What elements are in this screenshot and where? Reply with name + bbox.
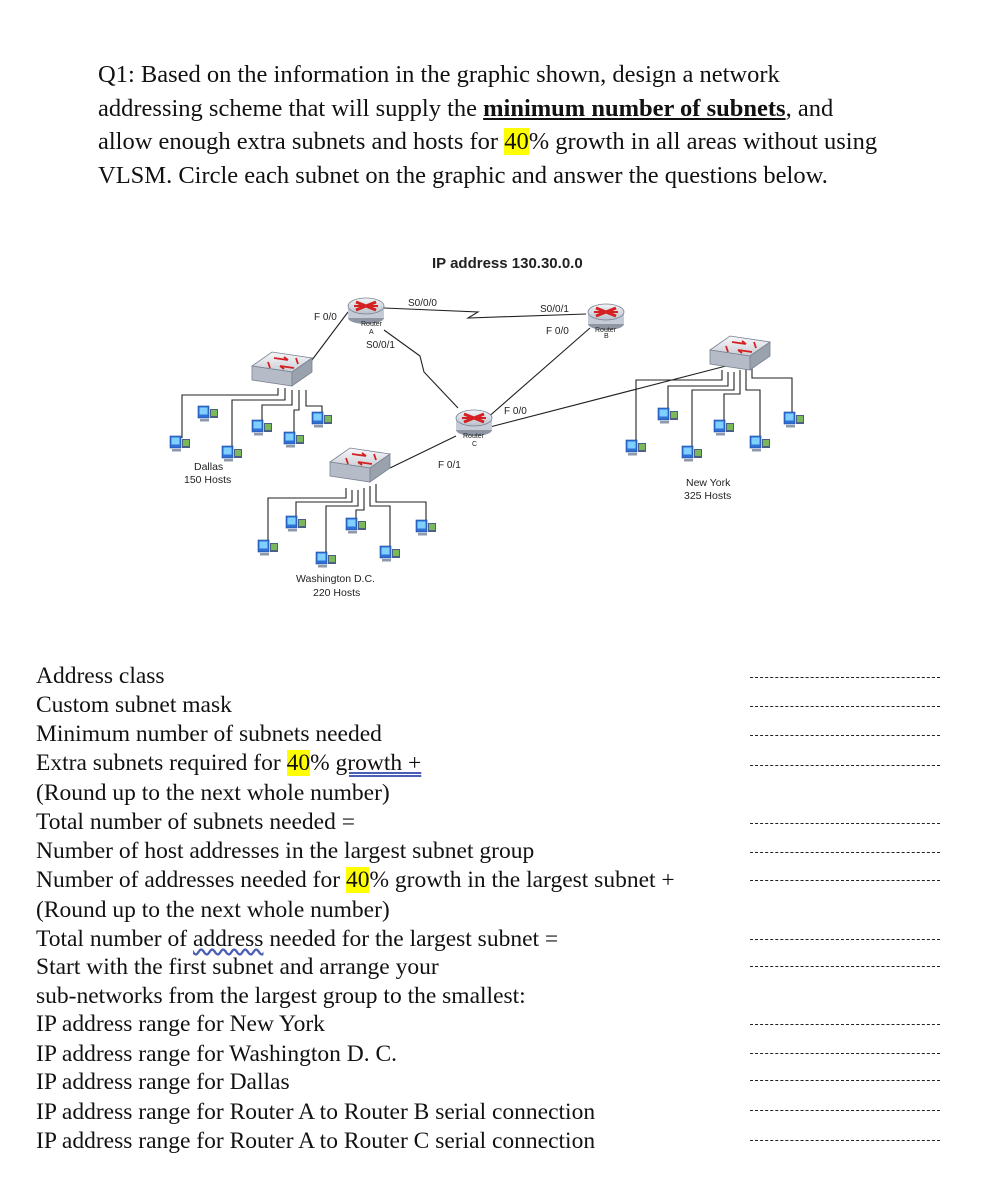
- ip-address-title: IP address 130.30.0.0: [432, 255, 583, 272]
- start-instruction: Start with the first subnet and arrange your: [36, 954, 439, 980]
- min-subnets-label: Minimum number of subnets needed: [36, 721, 382, 747]
- pc-icon: [286, 516, 306, 532]
- extra-subnets-label: Extra subnets required for 40% growth +: [36, 750, 422, 776]
- pc-icon: [316, 552, 336, 568]
- range-dallas-label: IP address range for Dallas: [36, 1069, 290, 1095]
- extra-subnets-blank[interactable]: [750, 765, 940, 766]
- network-diagram: [0, 240, 998, 610]
- svg-text:A: A: [369, 329, 374, 336]
- total-addresses-label: Total number of address needed for the largest subnet =: [36, 926, 559, 952]
- total-subnets-label: Total number of subnets needed =: [36, 809, 355, 835]
- pc-icon: [416, 520, 436, 536]
- newyork-switch-icon: [710, 336, 770, 370]
- washington-hosts-label: 220 Hosts: [313, 587, 361, 599]
- host-largest-label: Number of host addresses in the largest subnet group: [36, 838, 535, 864]
- interface-b-f00: F 0/0: [546, 326, 569, 337]
- pc-icon: [170, 436, 190, 452]
- range-ac-label: IP address range for Router A to Router C serial connection: [36, 1128, 596, 1154]
- newyork-hosts: [626, 408, 804, 462]
- dallas-hosts-label: 150 Hosts: [184, 474, 232, 486]
- range-ab-label: IP address range for Router A to Router B serial connection: [36, 1099, 596, 1125]
- dallas-label: Dallas: [194, 461, 224, 473]
- range-newyork-label: IP address range for New York: [36, 1011, 325, 1037]
- addresses-growth-blank[interactable]: [750, 880, 940, 881]
- pc-icon: [784, 412, 804, 428]
- router-a-label: Router: [361, 321, 383, 328]
- interface-a-f00: F 0/0: [314, 312, 337, 323]
- pc-icon: [258, 540, 278, 556]
- emphasis-min-subnets: minimum number of subnets: [483, 94, 786, 122]
- pc-icon: [284, 432, 304, 448]
- range-washington-blank[interactable]: [750, 1053, 940, 1054]
- round-up-note-1: (Round up to the next whole number): [36, 780, 390, 806]
- range-newyork-blank[interactable]: [750, 1024, 940, 1025]
- router-c-label: Router: [463, 433, 485, 440]
- washington-switch-icon: [330, 448, 390, 482]
- pc-icon: [682, 446, 702, 462]
- order-instruction: sub-networks from the largest group to the smallest:: [36, 983, 526, 1009]
- dallas-hosts: [170, 406, 332, 462]
- interface-a-s000: S0/0/0: [408, 298, 437, 309]
- interface-c-f00: F 0/0: [504, 406, 527, 417]
- addresses-growth-label: Number of addresses needed for 40% growth in the largest subnet +: [36, 867, 675, 893]
- question-text: Q1: Based on the information in the graphic shown, design a network addressing scheme that will supply the minimum number of subnets, and allow enough extra subnets and hosts for 40% growth in all areas without using VLSM. Circle each subnet on the graphic and answer the questions below.: [98, 61, 878, 189]
- custom-mask-label: Custom subnet mask: [36, 692, 232, 718]
- pc-icon: [222, 446, 242, 462]
- pc-icon: [380, 546, 400, 562]
- total-subnets-blank[interactable]: [750, 823, 940, 824]
- address-class-blank[interactable]: [750, 677, 940, 678]
- start-blank[interactable]: [750, 966, 940, 967]
- interface-c-f01: F 0/1: [438, 460, 461, 471]
- link-routerC-routerB-lan: [478, 328, 590, 426]
- link-routerA-routerC-serial: [384, 330, 458, 408]
- pc-icon: [626, 440, 646, 456]
- total-addresses-blank[interactable]: [750, 939, 940, 940]
- round-up-note-2: (Round up to the next whole number): [36, 897, 390, 923]
- washington-hosts: [258, 516, 436, 568]
- interface-b-s001: S0/0/1: [540, 304, 569, 315]
- pc-icon: [658, 408, 678, 424]
- interface-a-s001: S0/0/1: [366, 340, 395, 351]
- custom-mask-blank[interactable]: [750, 706, 940, 707]
- pc-icon: [750, 436, 770, 452]
- host-largest-blank[interactable]: [750, 852, 940, 853]
- newyork-label: New York: [686, 477, 731, 489]
- svg-text:B: B: [604, 333, 609, 340]
- pc-icon: [252, 420, 272, 436]
- min-subnets-blank[interactable]: [750, 735, 940, 736]
- highlight-percent: 40: [504, 128, 529, 155]
- range-ab-blank[interactable]: [750, 1110, 940, 1111]
- pc-icon: [346, 518, 366, 534]
- washington-label: Washington D.C.: [296, 573, 375, 585]
- pc-icon: [714, 420, 734, 436]
- range-ac-blank[interactable]: [750, 1140, 940, 1141]
- router-b-label: Router: [595, 327, 617, 334]
- range-dallas-blank[interactable]: [750, 1080, 940, 1081]
- pc-icon: [312, 412, 332, 428]
- link-routerC-newyork-switch: [486, 366, 726, 428]
- range-washington-label: IP address range for Washington D. C.: [36, 1041, 397, 1067]
- address-class-label: Address class: [36, 663, 165, 689]
- pc-icon: [198, 406, 218, 422]
- newyork-hosts-label: 325 Hosts: [684, 490, 732, 502]
- dallas-switch-icon: [252, 352, 312, 386]
- svg-text:C: C: [472, 441, 478, 448]
